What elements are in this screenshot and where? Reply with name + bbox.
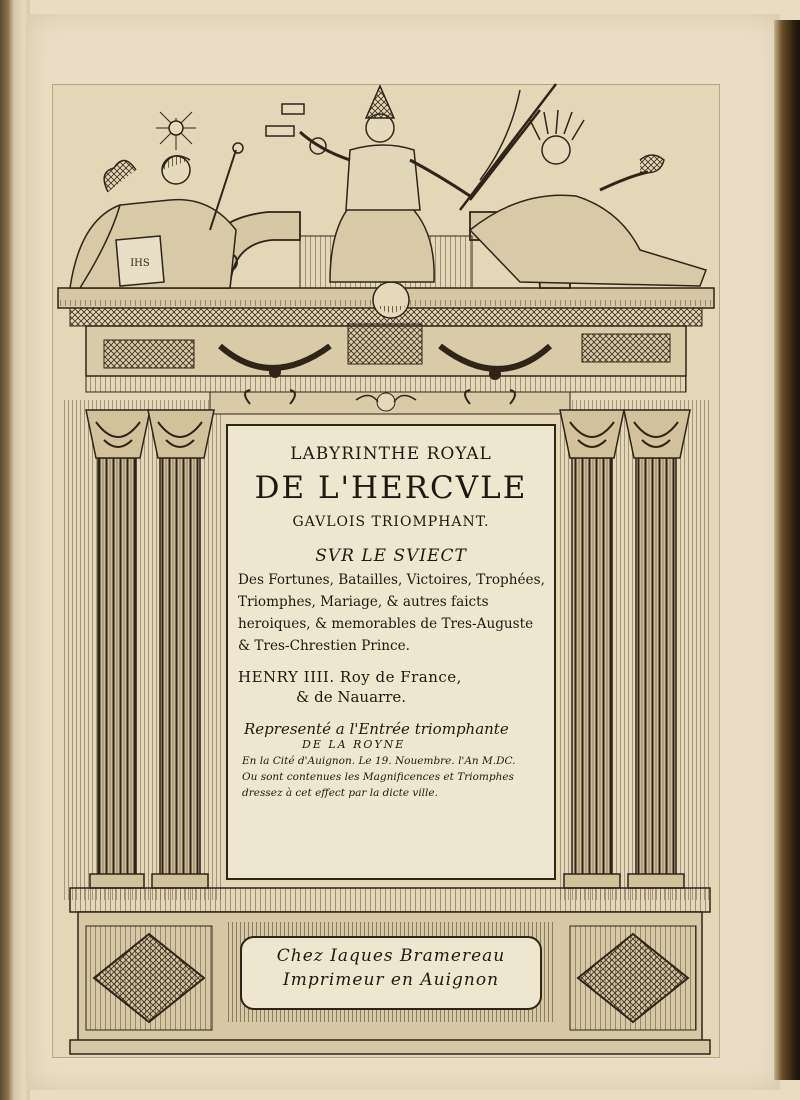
title-panel	[226, 424, 556, 880]
date-line: En la Cité d'Auignon. Le 19. Nouembre. l'An M.DC.	[242, 755, 516, 767]
body-line: heroiques, & memorables de Tres-Auguste	[238, 616, 534, 632]
reyne-line: DE LA ROYNE	[302, 738, 406, 751]
subject-heading: SVR LE SVIECT	[315, 546, 467, 566]
body-line: Triomphes, Mariage, & autres faicts	[238, 594, 489, 610]
title-line-3: GAVLOIS TRIOMPHANT.	[292, 514, 490, 530]
printer-line-1: Chez Iaques Bramereau	[276, 946, 506, 966]
body-line: & Tres-Chrestien Prince.	[238, 638, 410, 654]
contents-line-2: dressez à cet effect par la dicte ville.	[242, 787, 438, 799]
body-line: Des Fortunes, Batailles, Victoires, Trophées,	[238, 572, 545, 588]
contents-line-1: Ou sont contenues les Magnificences et Triomphes	[242, 771, 514, 783]
ihs-monogram: IHS	[130, 258, 150, 269]
entree-line: Representé a l'Entrée triomphante	[244, 720, 509, 738]
king-title-navarre: & de Nauarre.	[296, 688, 407, 706]
imprint-cartouche	[240, 936, 542, 1010]
title-line-2: DE L'HERCVLE	[254, 470, 528, 506]
king-name: HENRY IIII. Roy de France,	[238, 668, 462, 686]
title-line-1: LABYRINTHE ROYAL	[290, 444, 492, 464]
printer-line-2: Imprimeur en Auignon	[282, 970, 500, 990]
